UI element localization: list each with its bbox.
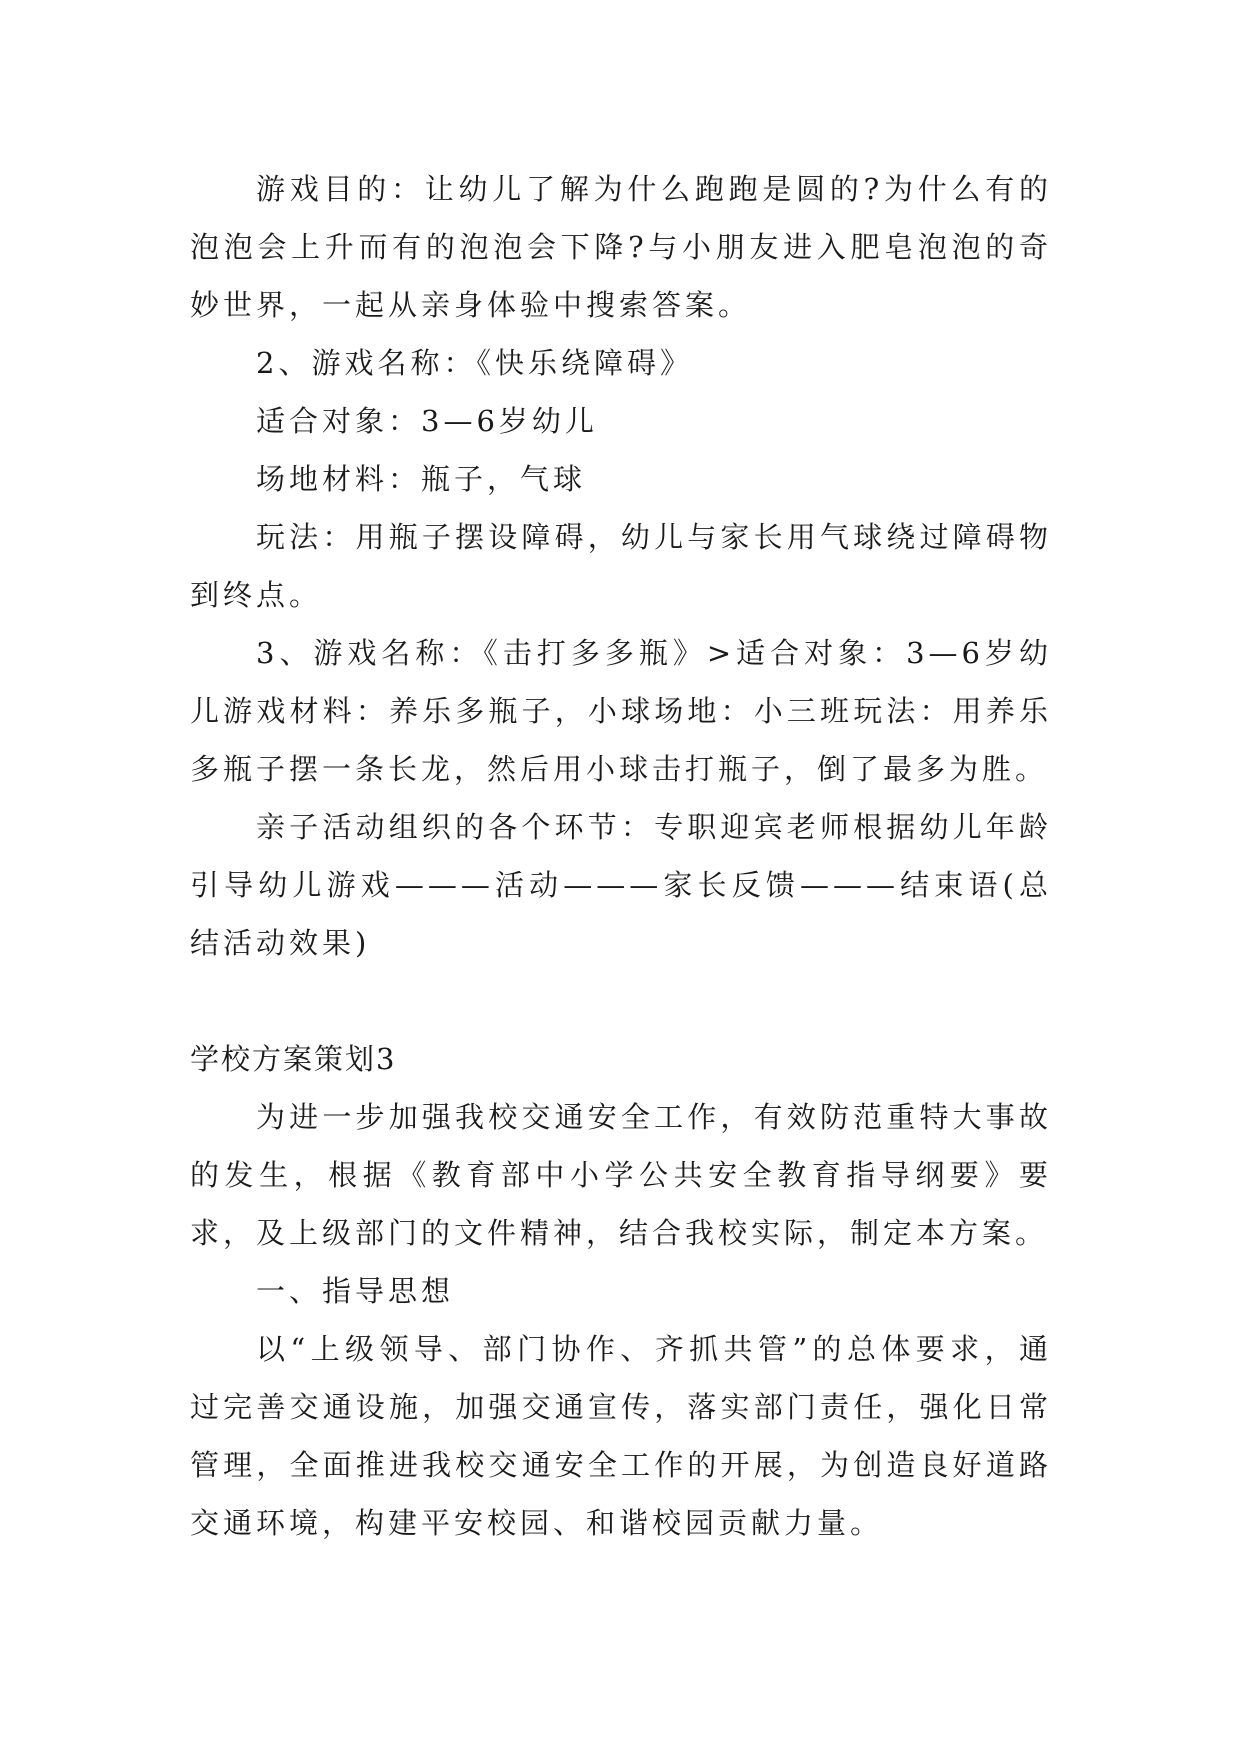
paragraph-game-2-name: 2、游戏名称：《快乐绕障碍》	[256, 346, 693, 380]
paragraph-game-2-rules: 玩法：用瓶子摆设障碍，幼儿与家长用气球绕过障碍物到终点。	[190, 520, 1052, 612]
paragraph-activity-steps: 亲子活动组织的各个环节：专职迎宾老师根据幼儿年龄引导幼儿游戏———活动———家长反馈———结束语(总结活动效果)	[190, 810, 1052, 960]
paragraph-game-2-audience: 适合对象：3—6岁幼儿	[256, 404, 598, 438]
document-body	[190, 160, 1052, 1552]
paragraph-game-2-materials: 场地材料：瓶子，气球	[256, 462, 587, 496]
section-title: 学校方案策划3	[190, 1042, 397, 1076]
paragraph-plan-intro: 为进一步加强我校交通安全工作，有效防范重特大事故的发生，根据《教育部中小学公共安全教育指导纲要》要求，及上级部门的文件精神，结合我校实际，制定本方案。	[190, 1100, 1052, 1250]
paragraph-game-3: 3、游戏名称：《击打多多瓶》>适合对象：3—6岁幼儿游戏材料：养乐多瓶子，小球场地：小三班玩法：用养乐多瓶子摆一条长龙，然后用小球击打瓶子，倒了最多为胜。	[190, 636, 1052, 786]
paragraph-guiding-thought: 以“上级领导、部门协作、齐抓共管”的总体要求，通过完善交通设施，加强交通宣传，落实部门责任，强化日常管理，全面推进我校交通安全工作的开展，为创造良好道路交通环境，构建平安校园、和谐校园贡献力量。	[190, 1332, 1052, 1540]
paragraph-guiding-heading: 一、指导思想	[256, 1274, 455, 1308]
paragraph-game-purpose: 游戏目的：让幼儿了解为什么跑跑是圆的?为什么有的泡泡会上升而有的泡泡会下降?与小朋友进入肥皂泡泡的奇妙世界，一起从亲身体验中搜索答案。	[190, 172, 1052, 322]
